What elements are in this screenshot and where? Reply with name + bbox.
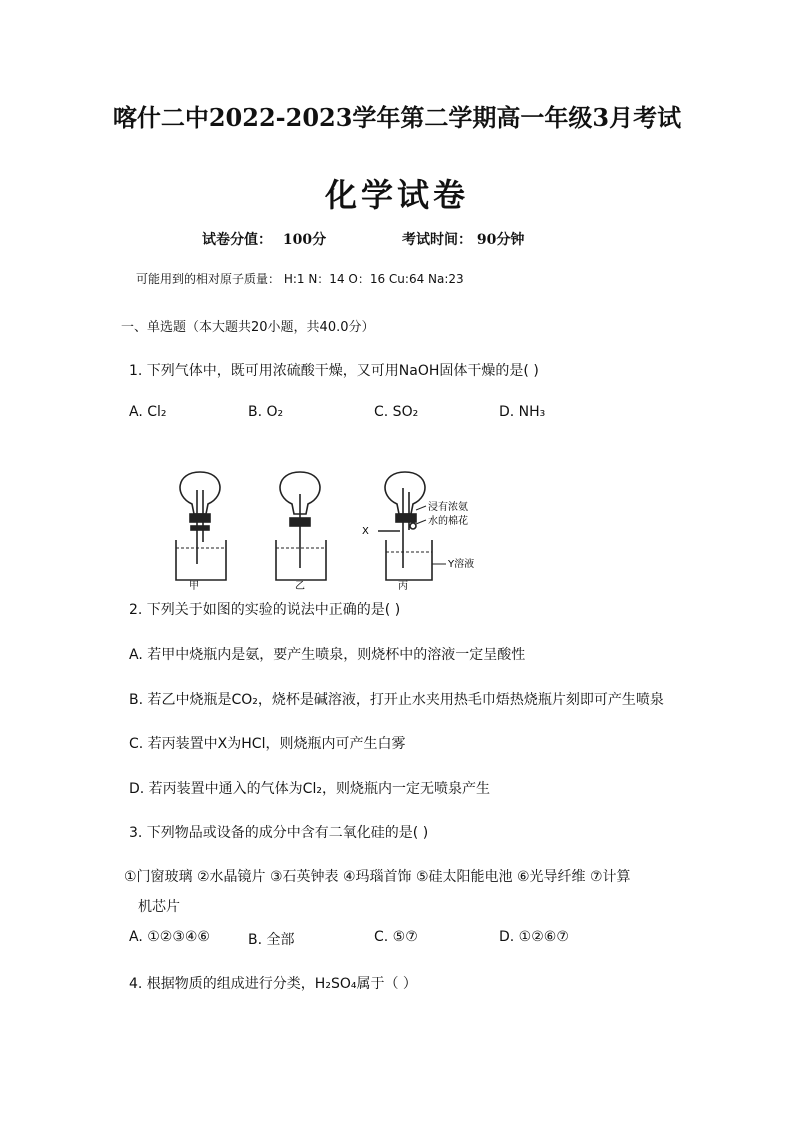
question-3-option-c: C. ⑤⑦ [374,929,418,945]
question-3-stem: 3. 下列物品或设备的成分中含有二氧化硅的是( ) [129,825,429,841]
apparatus-yi [276,472,326,580]
label-y-solution: Y溶液 [448,559,475,570]
question-2-option-b: B. 若乙中烧瓶是CO₂，烧杯是碱溶液，打开止水夹用热毛巾焐热烧瓶片刻即可产生喷泉 [129,692,664,708]
question-1-option-a: A. Cl₂ [129,404,167,420]
label-cotton-line1: 浸有浓氨 [428,502,468,513]
time-value: 90分钟 [476,232,525,248]
question-1-stem: 1. 下列气体中，既可用浓硫酸干燥，又可用NaOH固体干燥的是( ) [129,363,539,379]
fountain-experiment-figure [170,468,490,590]
question-1-option-d: D. NH₃ [499,404,546,420]
question-2-option-d: D. 若丙装置中通入的气体为Cl₂，则烧瓶内一定无喷泉产生 [129,781,490,797]
section-heading: 一、单选题（本大题共20小题，共40.0分） [121,320,375,335]
label-x-gas: X [362,526,369,537]
label-bing: 丙 [398,581,408,590]
score-info [202,229,326,249]
question-2-option-a: A. 若甲中烧瓶内是氨，要产生喷泉，则烧杯中的溶液一定呈酸性 [129,647,526,663]
question-2-stem: 2. 下列关于如图的实验的说法中正确的是( ) [129,602,401,618]
apparatus-jia [176,472,226,580]
question-1-option-c: C. SO₂ [374,404,419,420]
question-3-option-d: D. ①②⑥⑦ [499,929,569,945]
question-3-items-line2: 机芯片 [138,899,180,915]
score-label: 试卷分值： [202,232,272,248]
question-4-stem: 4. 根据物质的组成进行分类，H₂SO₄属于（ ） [129,976,417,992]
label-cotton-line2: 水的棉花 [428,516,468,527]
atomic-masses: 可能用到的相对原子质量： H:1 N：14 O：16 Cu:64 Na:23 [136,272,464,286]
question-3-option-b: B. 全部 [248,932,295,948]
label-jia: 甲 [189,581,199,590]
score-value: 100分 [282,232,327,248]
question-1-option-b: B. O₂ [248,404,284,420]
time-label: 考试时间： [402,232,472,248]
label-yi: 乙 [295,581,305,590]
question-3-items-line1: ①门窗玻璃 ②水晶镜片 ③石英钟表 ④玛瑙首饰 ⑤硅太阳能电池 ⑥光导纤维 ⑦计算 [124,869,631,885]
question-2-option-c: C. 若丙装置中X为HCl，则烧瓶内可产生白雾 [129,736,406,752]
time-info [402,229,524,249]
page-title: 喀什二中2022-2023学年第二学期高一年级3月考试 [112,103,682,132]
question-3-option-a: A. ①②③④⑥ [129,929,210,945]
page-subtitle: 化学试卷 [324,176,469,214]
